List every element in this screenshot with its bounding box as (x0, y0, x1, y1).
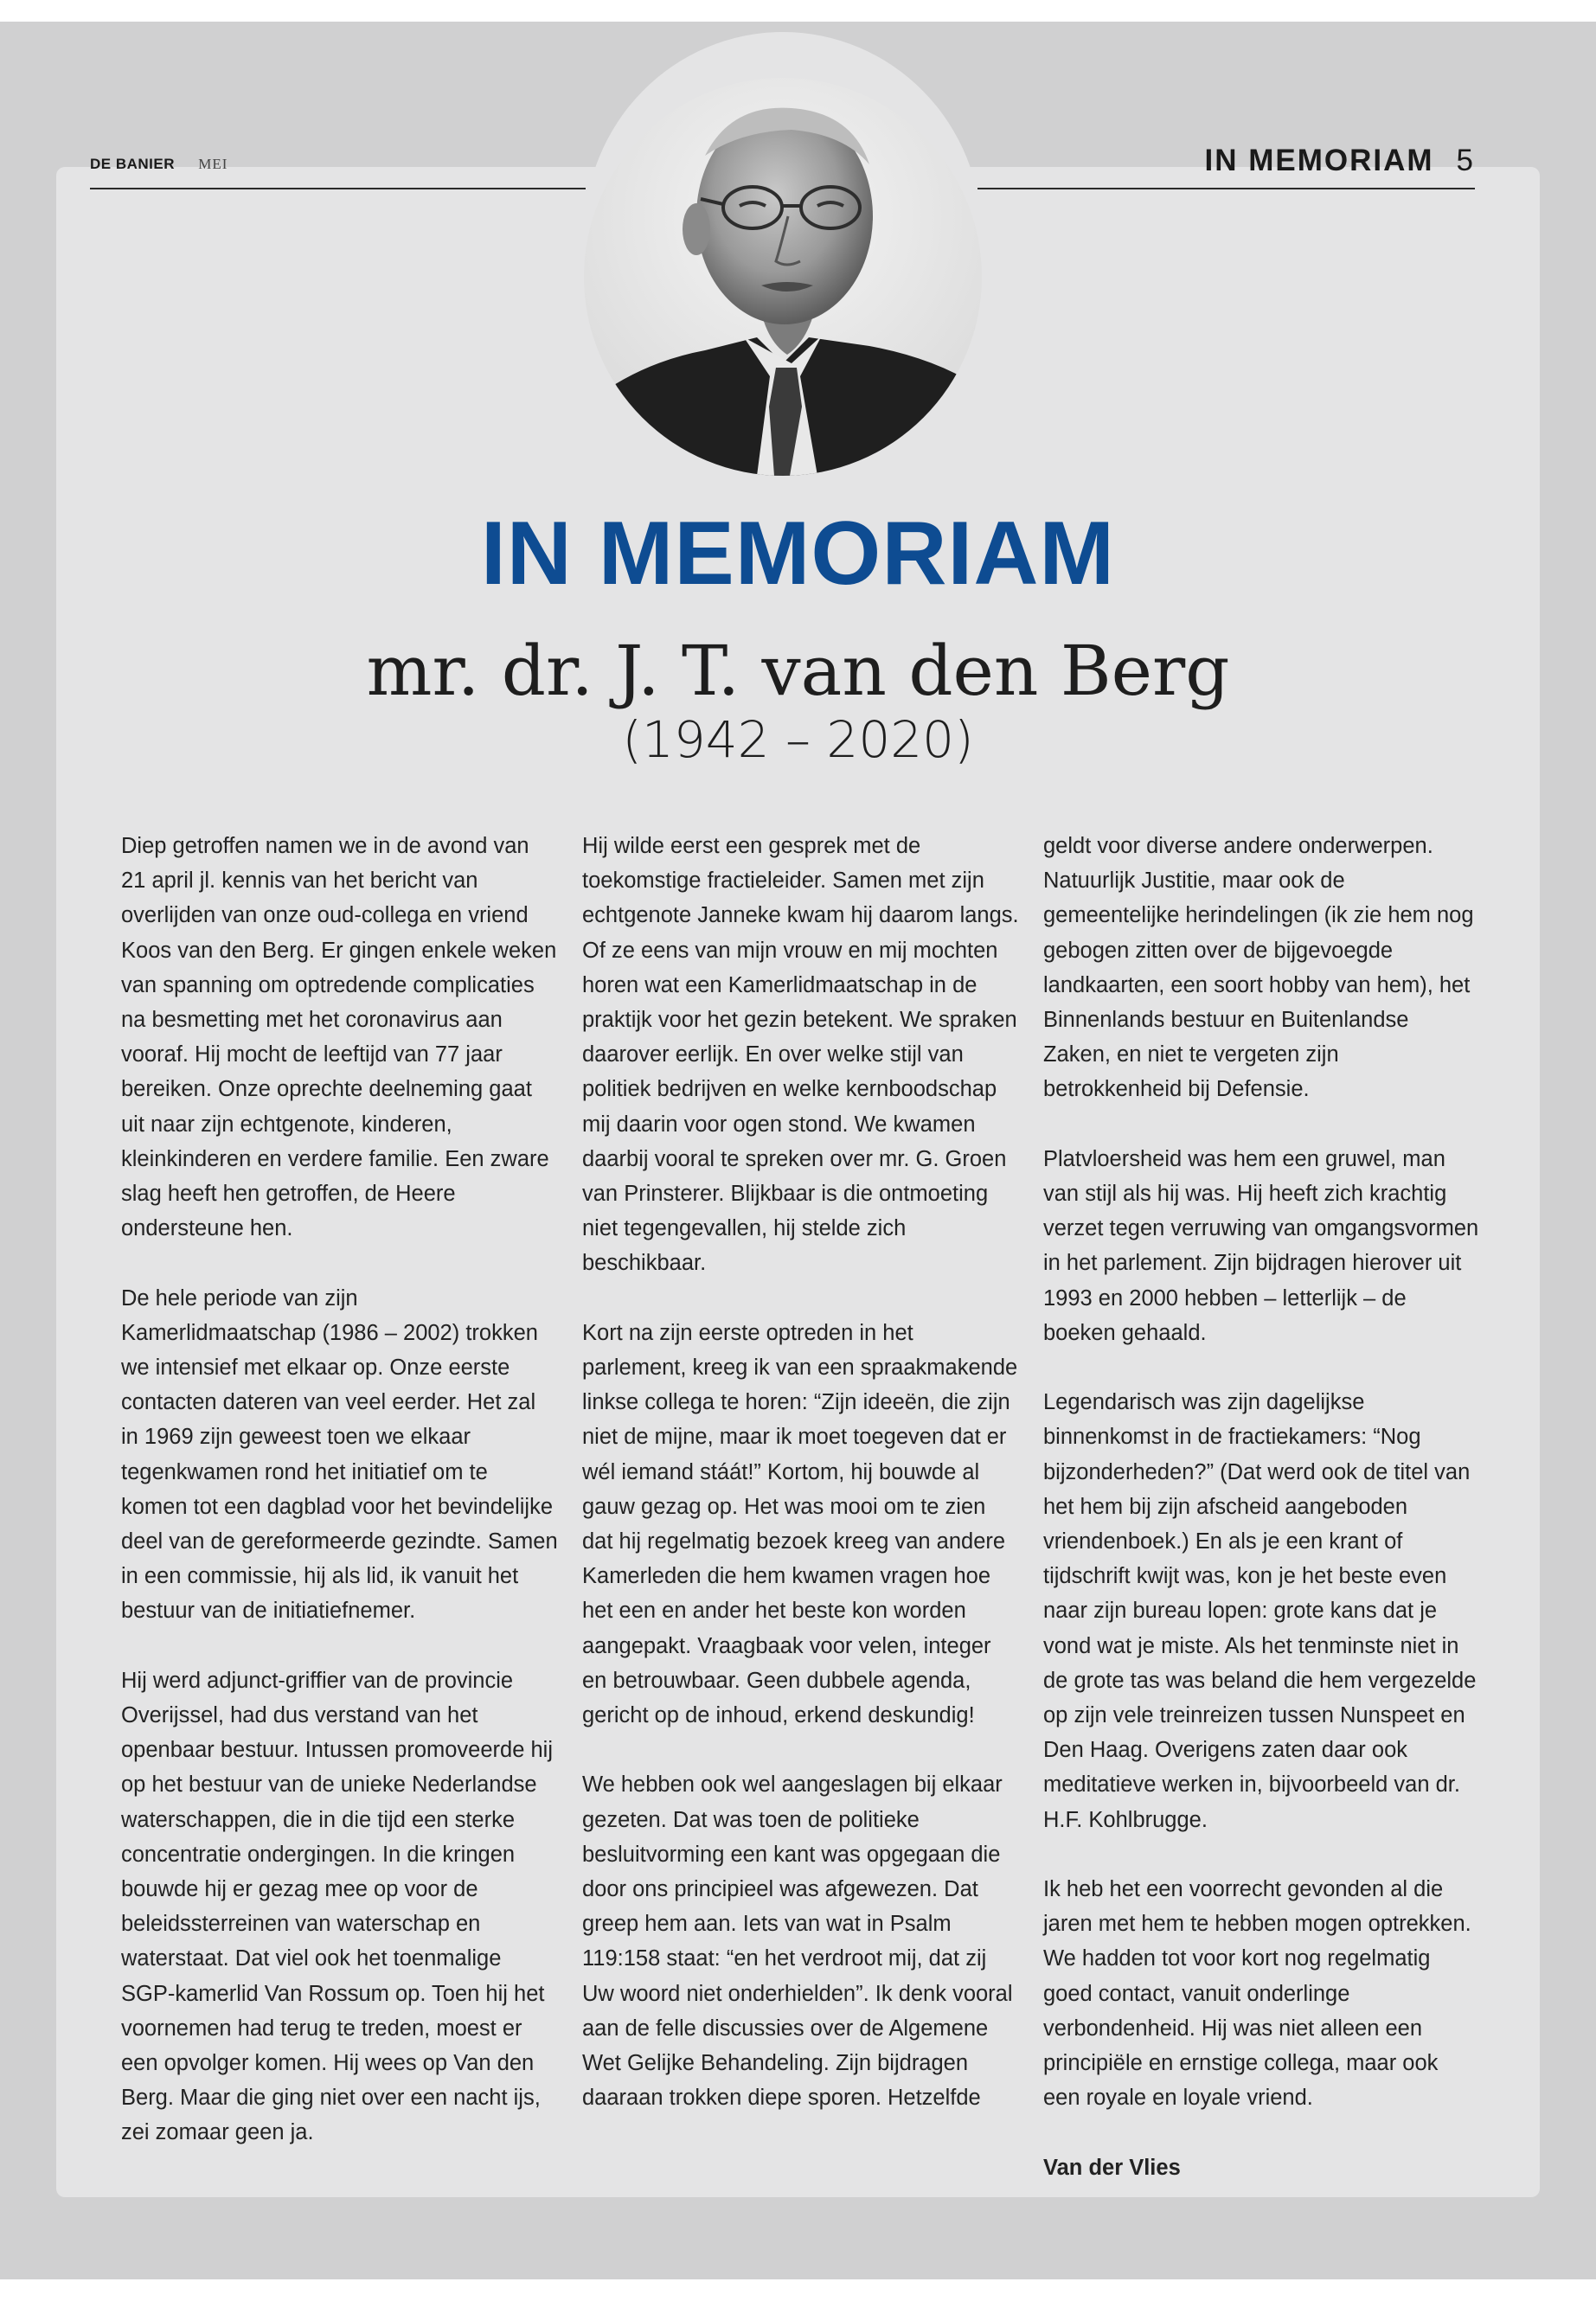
article-subtitle: mr. dr. J. T. van den Berg (366, 631, 1230, 711)
magazine-name: DE BANIER (90, 156, 176, 172)
running-header-left (90, 156, 228, 173)
life-years: (1942 – 2020) (622, 710, 974, 769)
paragraph: Legendarisch was zijn dagelijkse binnenkomst in de fractiekamers: “Nog bijzonderheden?” (Dat werd ook de titel van het hem bij zijn afscheid aangeboden vriendenboek.) En als je een krant of tijdschrift kwijt was, kon je het beste even naar zijn bureau lopen: grote kans dat je vond wat je miste. Als het tenminste niet in de grote tas was beland die hem vergezelde op zijn vele treinreizen tussen Nunspeet en Den Haag. Overigens zaten daar ook meditatieve werken in, bijvoorbeeld van dr. H.F. Kohlbrugge. (1043, 1390, 1477, 1832)
paragraph: geldt voor diverse andere onderwerpen. Natuurlijk Justitie, maar ook de gemeentelijke herindelingen (ik zie hem nog gebogen zitten over de bijgevoegde landkaarten, een soort hobby van hem), het Binnenlands bestuur en Buitenlandse Zaken, en niet te vergeten zijn betrokkenheid bij Defensie. (1043, 834, 1474, 1102)
paragraph: Ik heb het een voorrecht gevonden al die jaren met hem te hebben mogen optrekken. We hadden tot voor kort nog regelmatig goed contact, vanuit onderlinge verbondenheid. Hij was niet alleen een principiële en ernstige collega, maar ook een royale en loyale vriend. (1043, 1877, 1471, 2111)
paragraph: Hij wilde eerst een gesprek met de toekomstige fractieleider. Samen met zijn echtgenote Janneke kwam hij daarom langs. Of ze eens van mijn vrouw en mij mochten horen wat een Kamerlidmaatschap in de praktijk voor het gezin betekent. We spraken daarover eerlijk. En over welke stijl van politiek bedrijven en welke kernboodschap mij daarin voor ogen stond. We kwamen daarbij vooral te spreken over mr. G. Groen van Prinsterer. Blijkbaar is die ontmoeting niet tegengevallen, hij stelde zich beschikbaar. (582, 834, 1019, 1276)
paragraph: We hebben ook wel aangeslagen bij elkaar gezeten. Dat was toen de politieke besluitvorming een kant was opgegaan die door ons principieel was afgewezen. Dat greep hem aan. Iets van wat in Psalm 119:158 staat: “en het verdroot mij, dat zij Uw woord niet onderhielden”. Ik denk vooral aan de felle discussies over de Algemene Wet Gelijke Behandeling. Zijn bijdragen daaraan trokken diepe sporen. Hetzelfde (582, 1772, 1013, 2111)
article-title: IN MEMORIAM (480, 503, 1116, 604)
section-name: IN MEMORIAM (1204, 144, 1434, 177)
paragraph: Kort na zijn eerste optreden in het parlement, kreeg ik van een spraakmakende linkse collega te horen: “Zijn ideeën, die zijn niet de mijne, maar ik moet toegeven dat er wél iemand stáát!” Kortom, hij bouwde al gauw gezag op. Het was mooi om te zien dat hij regelmatig bezoek kreeg van andere Kamerleden die hem kwamen vragen hoe het een en ander het beste kon worden aangepakt. Vraagbaak voor velen, integer en betrouwbaar. Geen dubbele agenda, gericht op de inhoud, erkend deskundig! (582, 1320, 1018, 1728)
paragraph: Hij werd adjunct-griffier van de provincie Overijssel, had dus verstand van het openbaar bestuur. Intussen promoveerde hij op het bestuur van de unieke Nederlandse waterschappen, die in die tijd een sterke concentratie ondergingen. In die kringen bouwde hij er gezag mee op voor de beleidssterreinen van waterschap en waterstaat. Dat viel ook het toenmalige SGP-kamerlid Van Rossum op. Toen hij het voornemen had terug te treden, moest er een opvolger komen. Hij wees op Van den Berg. Maar die ging niet over een nacht ijs, zei zomaar geen ja. (121, 1668, 553, 2145)
running-header-right (1204, 144, 1475, 178)
page-number: 5 (1456, 144, 1475, 177)
paragraph: Diep getroffen namen we in de avond van 21 april jl. kennis van het bericht van overlijden van onze oud-collega en vriend Koos van den Berg. Er gingen enkele weken van spanning om optredende complicaties na besmetting met het coronavirus aan vooraf. Hij mocht de leeftijd van 77 jaar bereiken. Onze oprechte deelneming gaat uit naar zijn echtgenote, kinderen, kleinkinderen en verdere familie. Een zware slag heeft hen getroffen, de Heere ondersteune hen. (121, 834, 557, 1241)
portrait-photo (584, 78, 982, 476)
issue-month: MEI (198, 156, 228, 172)
paragraph: De hele periode van zijn Kamerlidmaatschap (1986 – 2002) trokken we intensief met elkaar op. Onze eerste contacten dateren van veel eerder. Het zal in 1969 zijn geweest toen we elkaar tegenkwamen rond het initiatief om te komen tot een dagblad voor het bevindelijke deel van de gereformeerde gezindte. Samen in een commissie, hij als lid, ik vanuit het bestuur van de initiatiefnemer. (121, 1285, 558, 1624)
header-rule-right (977, 188, 1475, 189)
header-rule-left (90, 188, 586, 189)
text-column-3 (1043, 829, 1480, 2220)
author-signature: Van der Vlies (1043, 2155, 1181, 2180)
text-column-2 (582, 829, 1019, 2150)
text-column-1 (121, 829, 558, 2185)
paragraph: Platvloersheid was hem een gruwel, man van stijl als hij was. Hij heeft zich krachtig verzet tegen verruwing van omgangsvormen in het parlement. Zijn bijdragen hierover uit 1993 en 2000 hebben – letterlijk – de boeken gehaald. (1043, 1146, 1479, 1345)
